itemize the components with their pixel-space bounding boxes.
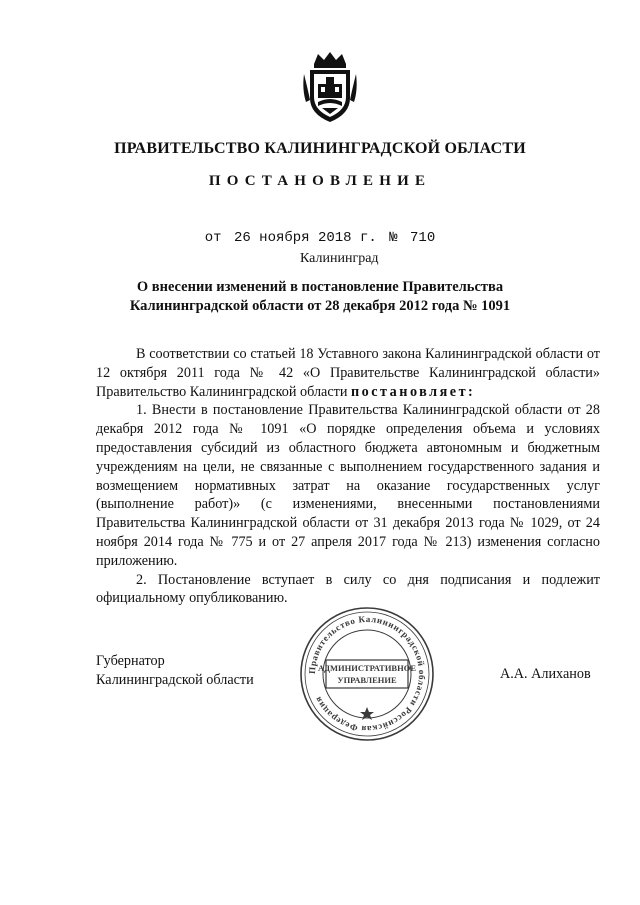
document-date: 26 ноября 2018 г. <box>233 230 377 246</box>
seal-center-line-1: АДМИНИСТРАТИВНОЕ <box>318 663 416 673</box>
coat-of-arms-icon <box>300 50 360 124</box>
document-date-line <box>0 230 640 246</box>
signatory-title-line-1: Губернатор <box>96 653 165 669</box>
official-seal-icon <box>298 605 436 743</box>
document-number: 710 <box>410 230 436 246</box>
seal-ring-text: Правительство Калининградской области Российская Федерация <box>306 613 428 735</box>
paragraph-item-2: 2. Постановление вступает в силу со дня подписания и подлежит официальному опубликованию. <box>96 571 600 607</box>
preamble-text: В соответствии со статьей 18 Уставного закона Калининградской области от 12 октября 2011 года № 42 «О Правительстве Калининградской области» Правительство Калининградской области <box>96 346 600 400</box>
subject-line-2: Калининградской области от 28 декабря 2012 года № 1091 <box>129 298 511 314</box>
seal-center-line-2: УПРАВЛЕНИЕ <box>337 675 397 685</box>
date-prefix: от <box>204 230 222 246</box>
document-subject <box>0 278 640 316</box>
paragraph-preamble <box>96 345 600 401</box>
signatory-name: А.А. Алиханов <box>500 666 591 682</box>
number-sign: № <box>389 230 398 246</box>
signatory-title-line-2: Калининградской области <box>96 672 254 688</box>
document-city: Калининград <box>300 251 379 266</box>
subject-line-1: О внесении изменений в постановление Правительства <box>136 279 504 295</box>
document-type: ПОСТАНОВЛЕНИЕ <box>208 173 432 189</box>
signatory-title <box>96 652 254 690</box>
document-body <box>96 345 600 608</box>
organization-name: ПРАВИТЕЛЬСТВО КАЛИНИНГРАДСКОЙ ОБЛАСТИ <box>114 140 526 157</box>
paragraph-item-1: 1. Внести в постановление Правительства Калининградской области от 28 декабря 2012 года № 1091 «О порядке определения объема и условиях предоставления субсидий из областного бюджета автономным и бюджетным учреждениям на цели, не связанные с выполнением государственного задания и возмещением нормативных затрат на оказание государственных услуг (выполнение работ)» (с изменениями, внесенными постановлениями Правительства Калининградской области от 31 декабря 2013 года № 1029, от 24 ноября 2014 года № 775 и от 27 апреля 2017 года № 213) изменения согласно приложению. <box>96 402 600 569</box>
resolves-word: постановляет: <box>350 383 476 400</box>
